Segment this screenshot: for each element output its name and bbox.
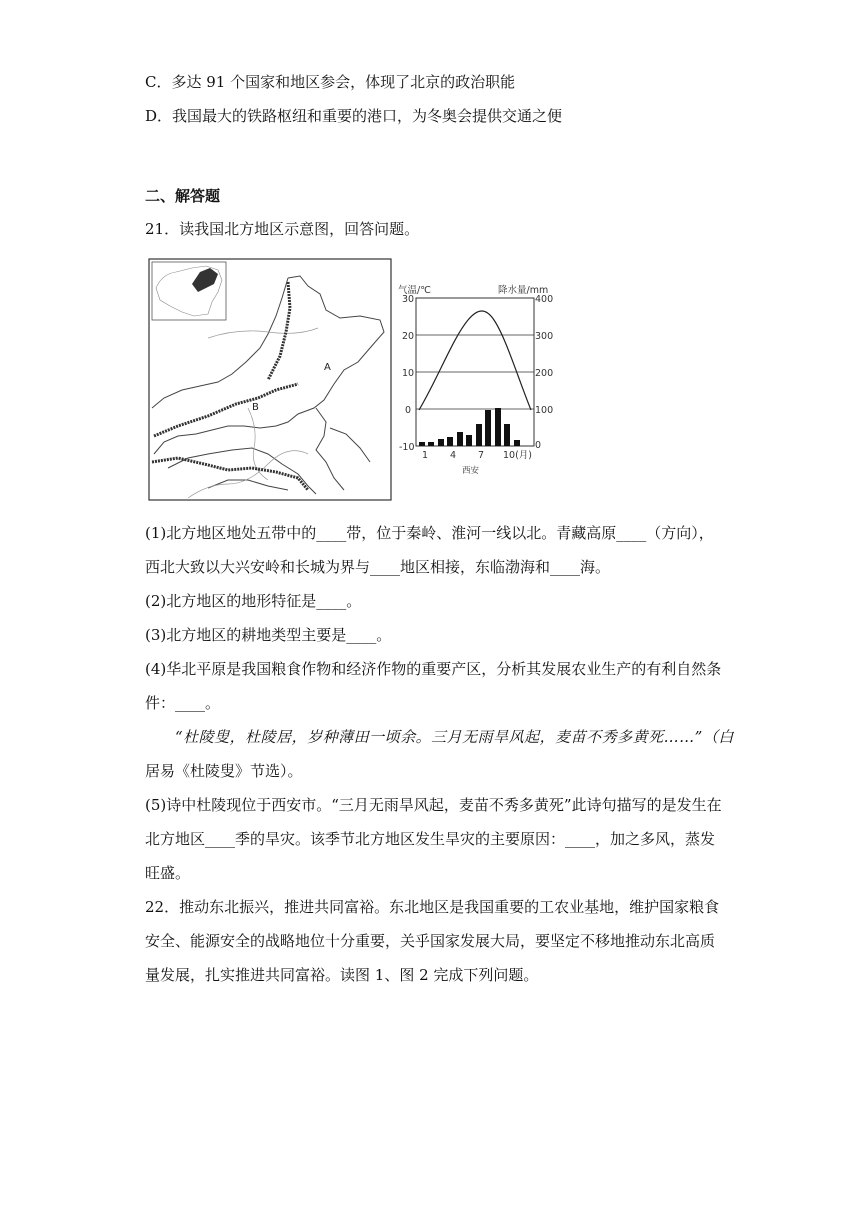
temp-axis-title: 气温/℃ — [398, 285, 431, 296]
x-tick-4: 4 — [450, 450, 457, 461]
q21-line-2: 西北大致以大兴安岭和长城为界与____地区相接，东临渤海和____海。 — [145, 558, 611, 576]
x-tick-10: 10(月) — [503, 450, 533, 461]
poem-line-1: “杜陵叟，杜陵居，岁种薄田一顷余。三月无雨旱风起，麦苗不秀多黄死……”（白 — [175, 728, 734, 746]
q21-line-6: 件：____。 — [145, 694, 221, 712]
q21-line-4: (3)北方地区的耕地类型主要是____。 — [145, 626, 392, 644]
station-name: 西安 — [462, 466, 480, 476]
q21-figure — [148, 258, 554, 504]
q22-line-1: 22．推动东北振兴，推进共同富裕。东北地区是我国重要的工农业基地，维护国家粮食 — [145, 898, 720, 916]
section-title: 二、解答题 — [145, 187, 221, 205]
temp-curve — [419, 311, 531, 410]
q21-stem: 21．读我国北方地区示意图，回答问题。 — [145, 220, 420, 238]
precip-tick-200: 200 — [535, 368, 554, 379]
inset-map — [152, 262, 226, 320]
q21-line-11: 旺盛。 — [145, 864, 191, 882]
x-tick-7: 7 — [478, 450, 485, 461]
q21-line-1: (1)北方地区地处五带中的____带，位于秦岭、淮河一线以北。青藏高原____（方向）， — [145, 524, 714, 542]
precip-tick-400: 400 — [535, 294, 554, 305]
temp-tick-10: 10 — [402, 368, 415, 379]
option-d: D．我国最大的铁路枢纽和重要的港口，为冬奥会提供交通之便 — [145, 107, 563, 125]
temp-tick-20: 20 — [402, 331, 415, 342]
q21-line-5: (4)华北平原是我国粮食作物和经济作物的重要产区，分析其发展农业生产的有利自然条 — [145, 660, 722, 678]
temp-tick-0: 0 — [405, 405, 412, 416]
precip-tick-0: 0 — [535, 440, 542, 451]
q22-line-2: 安全、能源安全的战略地位十分重要，关乎国家发展大局，要坚定不移地推动东北高质 — [145, 932, 716, 950]
climate-chart — [398, 284, 553, 476]
precip-tick-300: 300 — [535, 331, 554, 342]
temp-tick-30: 30 — [402, 294, 415, 305]
poem-line-2: 居易《杜陵叟》节选）。 — [145, 762, 303, 780]
q21-line-9: (5)诗中杜陵现位于西安市。“三月无雨旱风起，麦苗不秀多黄死”此诗句描写的是发生在 — [145, 796, 722, 814]
precip-bars — [419, 408, 520, 446]
q21-line-3: (2)北方地区的地形特征是____。 — [145, 592, 362, 610]
q21-line-10: 北方地区____季的旱灾。该季节北方地区发生旱灾的主要原因：____，加之多风，蒸发 — [145, 830, 716, 848]
map-label-b: B — [252, 402, 259, 413]
temp-tick-neg10: -10 — [399, 442, 415, 453]
map-label-a: A — [324, 362, 331, 373]
precip-axis-title: 降水量/mm — [498, 285, 549, 296]
precip-tick-100: 100 — [535, 405, 554, 416]
x-tick-1: 1 — [422, 450, 429, 461]
option-c: C．多达 91 个国家和地区参会，体现了北京的政治职能 — [145, 73, 516, 91]
q22-line-3: 量发展，扎实推进共同富裕。读图 1、图 2 完成下列问题。 — [145, 966, 539, 984]
